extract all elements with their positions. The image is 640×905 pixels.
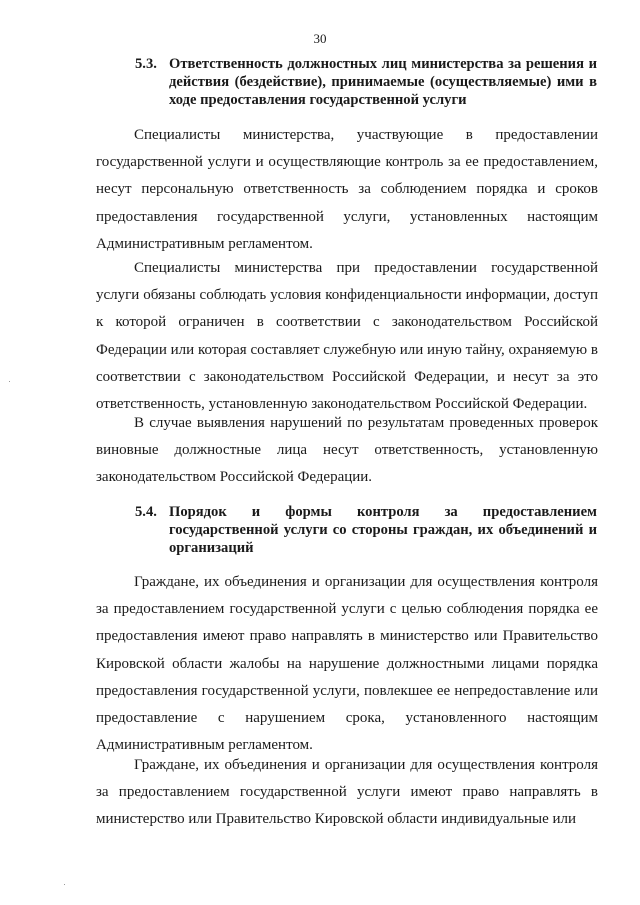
section-5-3-paragraph-3: В случае выявления нарушений по результатам проведенных проверок виновные должностные лица несут ответственность, установленную законодательством Российской Федерации. [96,415,598,486]
section-5-4-title: Порядок и формы контроля за предоставлением государственной услуги со стороны граждан, их объединений и организаций [169,504,597,556]
page-number: 30 [313,31,327,46]
scan-mark [64,884,65,885]
section-5-3-paragraph-2: Специалисты министерства при предоставлении государственной услуги обязаны соблюдать условия конфиденциальности информации, доступ к которой ограничен в соответствии с законодательством Российской Федерации или которая составляет служебную или иную тайну, охраняемую в соответствии с законодательством Российской Федерации, и несут за это ответственность, установленную законодательством Российской Федерации. [96,260,598,413]
section-5-4-paragraph-1: Граждане, их объединения и организации для осуществления контроля за предоставлением государственной услуги с целью соблюдения порядка ее предоставления имеют право направлять в министерство или Правительство Кировской области жалобы на нарушение должностными лицами порядка предоставления государственной услуги, повлекшее ее непредоставление или предоставление с нарушением срока, установленного настоящим Административным регламентом. [96,574,598,754]
section-5-4-paragraph-2: Граждане, их объединения и организации для осуществления контроля за предоставлением государственной услуги имеют право направлять в министерство или Правительство Кировской области индивидуальные или [96,757,598,828]
section-5-3-paragraph-1: Специалисты министерства, участвующие в предоставлении государственной услуги и осуществляющие контроль за ее предоставлением, несут персональную ответственность за соблюдением порядка и сроков предоставления государственной услуги, установленных настоящим Административным регламентом. [96,127,598,252]
section-5-4-heading [135,503,597,557]
section-5-3-number: 5.3. [135,56,157,72]
section-5-3-title: Ответственность должностных лиц министерства за решения и действия (бездействие), принимаемые (осуществляемые) ими в ходе предоставления государственной услуги [169,56,597,108]
section-5-3-heading [135,55,597,109]
section-5-4-number: 5.4. [135,504,157,520]
scan-mark [9,381,10,382]
